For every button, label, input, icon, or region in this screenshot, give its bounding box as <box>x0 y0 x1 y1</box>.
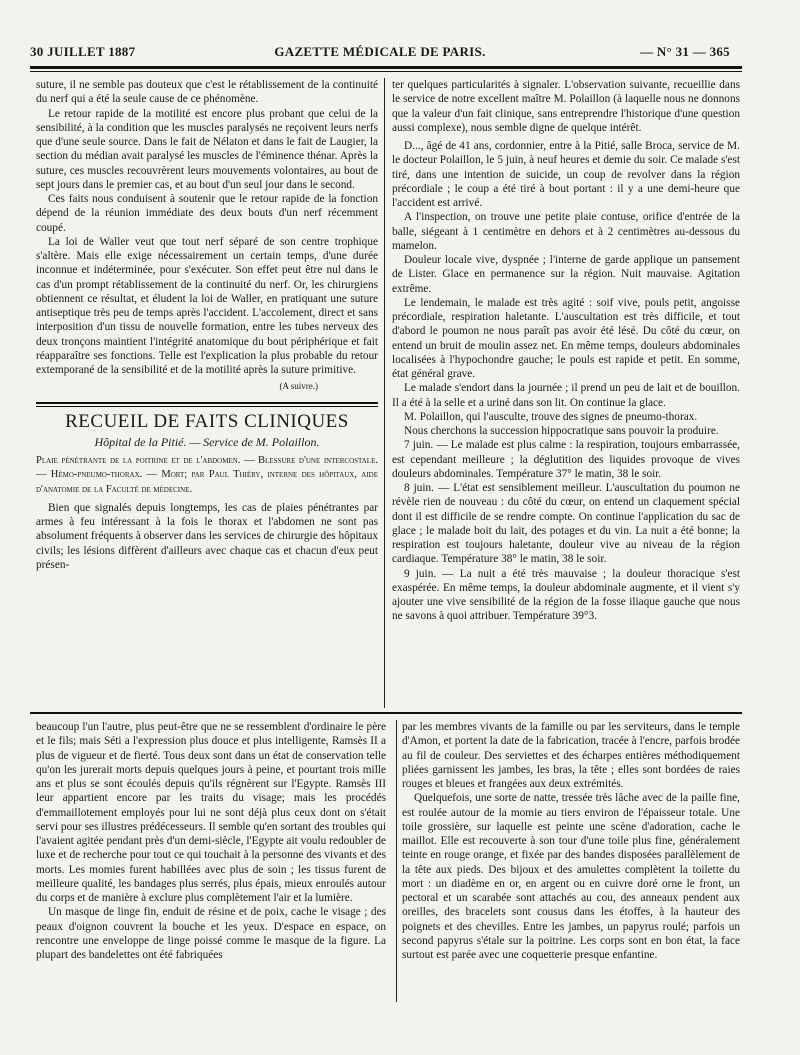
column-divider-lower <box>396 720 397 1002</box>
continuation-note: (A suivre.) <box>279 381 318 392</box>
paragraph: Le retour rapide de la motilité est encore plus probant que celui de la sensibilité, à la condition que les muscles paralysés ne reçoivent leurs nerfs que d'une seule source. Dans le fait de Nélaton et dans le fait de Laugier, la section du médian avait paralysé les muscles de l'éminence thénar. Après la suture, ces muscles recouvrèrent leurs mouvements volontaires, au bout de sept jours dans le premier cas, et au bout d'un seul jour dans le second. <box>36 107 378 191</box>
page-header <box>30 44 730 64</box>
upper-right-column <box>392 78 740 704</box>
lower-right-column <box>402 720 740 1002</box>
paragraph: Bien que signalés depuis longtemps, les cas de plaies pénétrantes par armes à feu intéressant à la fois le thorax et l'abdomen ne sont pas absolument fréquents à observer dans les services de chirurgie des hôpitaux civils; les lésions diffèrent d'ailleurs avec chaque cas et chacun d'eux peut présen- <box>36 501 378 571</box>
paragraph: 9 juin. — La nuit a été très mauvaise ; la douleur thoracique s'est exaspérée. En même temps, la douleur abdominale augmente, et il vient s'y ajouter une vive sensibilité de la région de la fosse iliaque gauche que nous ne savons à quoi attribuer. Température 39°3. <box>392 567 740 623</box>
paragraph: Le lendemain, le malade est très agité : soif vive, pouls petit, angoisse précordiale, respiration haletante. L'auscultation est très difficile, et tout d'abord le poumon ne nous paraît pas avoir été lésé. Du côté du cœur, on entend un bruit de moulin assez net. En même temps, douleurs abdominales localisées à l'hypochondre gauche; le pouls est rapide et petit. En somme, état général grave. <box>392 296 740 380</box>
section-title: RECUEIL DE FAITS CLINIQUES <box>65 410 349 432</box>
header-issue: — N° 31 — 365 <box>640 44 730 59</box>
section-rule <box>36 402 378 404</box>
section-rule-thin <box>36 406 378 407</box>
paragraph: Quelquefois, une sorte de natte, tressée très lâche avec de la paille fine, est roulée autour de la momie au tiers environ de l'épaisseur totale. Une toile grossière, sur laquelle est peinte une scène d'adoration, cache le maillot. Elle est recouverte à son tour d'une toile plus fine, généralement teinte en rouge orange, et fixée par des bandes disposées parallèlement de la tête aux pieds. Des bijoux et des amulettes complètent la toilette du mort : un diadème en or, en argent ou en cuivre doré orne le front, un pectoral et un scarabée sont attachés au cou, des anneaux pendent aux oreilles, des bracelets sont cousus dans les étoffes, à la hauteur des poignets et des chevilles. Entre les jambes, un papyrus roulé; parfois un second papyrus s'étale sur la poitrine. Les corps sont en bon état, la face surtout est parée avec une coquetterie presque enfantine. <box>402 792 740 961</box>
paragraph: beaucoup l'un l'autre, plus peut-être que ne se ressemblent d'ordinaire le père et le fils; mais Séti a l'expression plus douce et plus intelligente, Ramsès II a plus de vigueur et de fierté. Tous deux sont dans un état de conservation telle qu'on les jurerait morts depuis quelques jours à peine, et pourtant trois mille ans et plus se sont écoulés depuis qu'ils régnèrent sur l'Egypte. Ramsès III leur appartient encore par les traits du visage; mais les procédés d'emmaillotement employés pour lui ne sont déjà plus ceux dont on s'était servi pour ses illustres prédécesseurs. Il semble qu'en sortant des troubles qui l'avaient agitée pendant près d'un demi-siècle, l'Egypte ait voulu redoubler de luxe et de recherche pour tout ce qui touchait à la personne des vivants et des morts. Les momies furent habillées avec plus de soin ; les tissus furent de meilleure qualité, les bandages plus serrés, plus épais, mieux enroulés autour du corps et de manière à exclure plus complètement l'air et la lumière. <box>36 721 386 904</box>
header-date: 30 JUILLET 1887 <box>30 44 136 59</box>
paragraph: 7 juin. — Le malade est plus calme : la respiration, toujours embarrassée, est cependant meilleure ; la déglutition des liquides provoque de vives douleurs abdominales. Température 37° le matin, 38 le soir. <box>392 439 740 480</box>
upper-left-column <box>36 78 378 704</box>
paragraph: par les membres vivants de la famille ou par les serviteurs, dans le temple d'Amon, et portent la date de la fabrication, tracée à l'encre, parfois brodée au fil de couleur. Des serviettes et des écharpes entières méthodiquement pliées garnissent les jambes, les bras, la tête ; elles sont bordées de raies rouges et bleues et frangées aux deux extrémités. <box>402 721 740 790</box>
column-divider-upper <box>384 78 385 708</box>
header-rule-thin <box>30 71 742 72</box>
paragraph: Nous cherchons la succession hippocratique sans pouvoir la produire. <box>404 425 719 437</box>
paragraph: Un masque de linge fin, enduit de résine et de poix, cache le visage ; des peaux d'oignon couvrent la bouche et les yeux. D'espace en espace, on rencontre une enveloppe de linge poissé comme le masque de la figure. La plupart des bandelettes ont été fabriquées <box>36 906 386 961</box>
paragraph: D..., âgé de 41 ans, cordonnier, entre à la Pitié, salle Broca, service de M. le docteur Polaillon, le 5 juin, à neuf heures et demie du soir. Ce malade s'est tiré, dans une intention de suicide, un coup de revolver dans la région précordiale ; le coup a été tiré à bout portant : il y a une demi-heure que l'accident est arrivé. <box>392 140 740 209</box>
header-rule-thick <box>30 66 742 69</box>
paragraph: Ces faits nous conduisent à soutenir que le retour rapide de la fonction dépend de la réunion immédiate des deux bouts d'un nerf récemment coupé. <box>36 193 378 234</box>
paragraph: ter quelques particularités à signaler. L'observation suivante, recueillie dans le service de notre excellent maître M. Polaillon (à laquelle nous ne donnons que la valeur d'un fait clinique, sans entreprendre l'historique d'une question aussi complexe), nous semble digne de quelque intérêt. <box>392 79 740 134</box>
paragraph: suture, il ne semble pas douteux que c'est le rétablissement de la continuité du nerf qui a été la seule cause de ce phénomène. <box>36 79 378 106</box>
hospital-line <box>36 435 378 449</box>
paragraph: La loi de Waller veut que tout nerf séparé de son centre trophique s'altère. Mais elle exige nécessairement un certain temps, d'une durée inconnue et indéterminée, pour s'exécuter. Son effet peut être nul dans le cas d'un prompt rétablissement de la continuité du nerf. Or, les chirurgiens obtiennent ce résultat, et éludent la loi de Waller, en pratiquant une suture antiseptique très peu de temps après l'accident. L'accolement, direct et sans interposition d'un tissu de nouvelle formation, entre les tubes nerveux des deux tronçons maintient l'intégrité anatomique du bout périphérique et fait réapparaître ses fonctions. Telle est l'explication la plus probable du retour extemporané de la sensibilité et de la motilité après la suture primitive. <box>36 235 378 376</box>
feuilleton-rule <box>30 712 742 714</box>
paragraph: Douleur locale vive, dyspnée ; l'interne de garde applique un pansement de Lister. Glace en permanence sur la région. Nuit mauvaise. Agitation extrême. <box>392 254 740 295</box>
paragraph: 8 juin. — L'état est sensiblement meilleur. L'auscultation du poumon ne révèle rien de nouveau : du côté du cœur, on entend un claquement spécial dont il est difficile de se rendre compte. On continue l'application du sac de glace ; le malade boit du lait, des potages et du vin. La nuit a été bonne; la respiration est toujours haletante, douleur vive au niveau de la région cardiaque. Température 38° le matin, 38 le soir. <box>392 482 740 566</box>
paragraph: A l'inspection, on trouve une petite plaie contuse, orifice d'entrée de la balle, siégeant à 1 centimètre en dehors et à 2 centimètres au-dessous du mamelon. <box>392 211 740 252</box>
paragraph: M. Polaillon, qui l'ausculte, trouve des signes de pneumo-thorax. <box>404 410 698 423</box>
header-title: GAZETTE MÉDICALE DE PARIS. <box>274 44 486 59</box>
case-title: Plaie pénétrante de la poitrine et de l'abdomen. — Blessure d'une intercostale. — Hémo-pneumo-thorax. — Mort; par Paul Thiéry, interne des hôpitaux, aide d'anatomie de la Faculté de médecine. <box>36 455 378 495</box>
paragraph: Le malade s'endort dans la journée ; il prend un peu de lait et de bouillon. Il a été à la selle et a uriné dans son lit. On continue la glace. <box>392 382 740 409</box>
hospital-text: Hôpital de la Pitié. — Service de M. Polaillon. <box>94 434 320 449</box>
lower-left-column <box>36 720 386 1002</box>
